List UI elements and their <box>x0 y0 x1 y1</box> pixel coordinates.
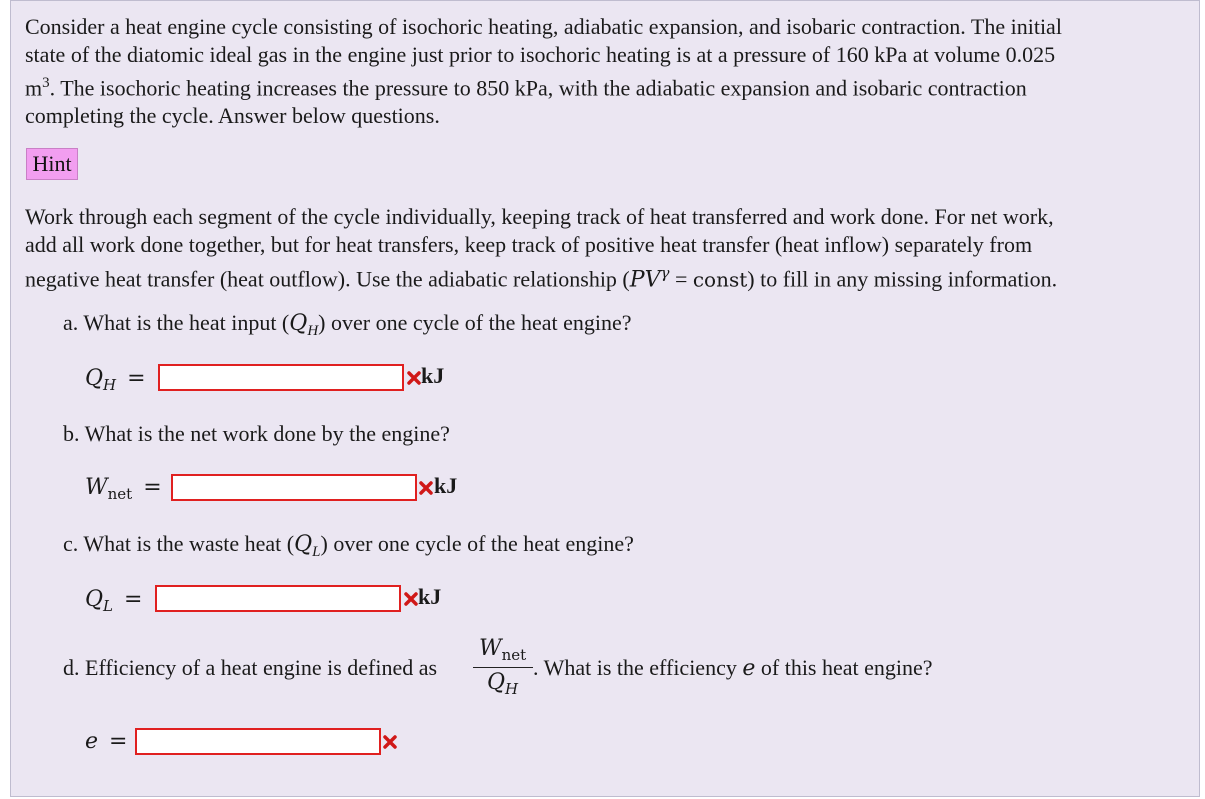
question-a-pre: a. What is the heat input ( <box>63 310 290 335</box>
hint-math-eq: = <box>669 266 693 292</box>
problem-line-4: completing the cycle. Answer below questions. <box>25 103 440 129</box>
x-mark-icon <box>419 481 433 495</box>
question-a-post: ) over one cycle of the heat engine? <box>318 310 632 335</box>
question-c-symbol: Q <box>294 532 313 557</box>
answer-d-label <box>85 728 127 756</box>
question-d-post-end: of this heat engine? <box>755 655 933 680</box>
problem-line-3 <box>25 69 1185 102</box>
x-mark-icon <box>383 735 397 749</box>
answer-a-subscript: H <box>103 376 117 394</box>
question-b-text: b. What is the net work done by the engine? <box>63 421 450 446</box>
answer-a-symbol: Q <box>85 366 104 391</box>
question-d-post-pre: . What is the efficiency <box>533 655 743 680</box>
answer-a-equals: = <box>127 366 146 391</box>
efficiency-fraction <box>473 637 533 697</box>
question-c-post: ) over one cycle of the heat engine? <box>320 531 634 556</box>
answer-a-unit: kJ <box>421 363 445 388</box>
hint-button[interactable]: Hint <box>26 148 78 180</box>
answer-a-label <box>85 365 146 399</box>
answer-b-label <box>85 474 162 508</box>
answer-c-symbol: Q <box>85 587 104 612</box>
fraction-denominator <box>487 669 518 703</box>
fraction-num-subscript: net <box>501 646 527 664</box>
hint-math-const: const <box>692 267 748 292</box>
problem-statement <box>25 13 1185 130</box>
question-c-text <box>63 530 634 566</box>
question-a-subscript: H <box>307 323 319 339</box>
problem-line-2: state of the diatomic ideal gas in the engine just prior to isochoric heating is at a pressure of 160 kPa at volume 0.025 <box>25 42 1056 67</box>
hint-line-1: Work through each segment of the cycle individually, keeping track of heat transferred and work done. For net work, <box>25 204 1054 229</box>
hint-line-3-pre: negative heat transfer (heat outflow). Use the adiabatic relationship ( <box>25 266 630 292</box>
fraction-den-symbol: Q <box>487 670 506 695</box>
fraction-num-symbol: W <box>479 636 502 661</box>
answer-a-input[interactable] <box>158 364 404 391</box>
answer-c-subscript: L <box>103 597 114 615</box>
fraction-numerator <box>479 635 526 669</box>
question-a-symbol: Q <box>289 311 308 336</box>
question-c-subscript: L <box>312 544 321 560</box>
hint-line-3 <box>25 259 1195 294</box>
answer-d-equals: = <box>109 729 128 754</box>
answer-c-input[interactable] <box>155 585 401 612</box>
question-a-text <box>63 309 632 345</box>
answer-d-input[interactable] <box>135 728 381 755</box>
volume-unit-exponent: 3 <box>42 75 50 91</box>
fraction-den-subscript: H <box>505 680 519 698</box>
question-d-symbol: e <box>742 656 756 681</box>
hint-math-pv: PV <box>629 267 661 293</box>
answer-c-equals: = <box>124 587 143 612</box>
answer-c-label <box>85 586 142 620</box>
hint-text <box>25 203 1195 294</box>
fraction-bar <box>473 667 533 668</box>
answer-b-equals: = <box>143 475 162 500</box>
hint-math-gamma: γ <box>660 264 670 282</box>
x-mark-icon <box>407 371 421 385</box>
hint-line-2: add all work done together, but for heat transfers, keep track of positive heat transfer (heat inflow) separately from <box>25 232 1033 257</box>
problem-line-3-rest: . The isochoric heating increases the pressure to 850 kPa, with the adiabatic expansion and isobaric contraction <box>49 75 1027 101</box>
answer-d-symbol: e <box>85 729 99 754</box>
answer-b-symbol: W <box>85 475 108 500</box>
question-panel <box>10 0 1200 797</box>
answer-b-input[interactable] <box>171 474 417 501</box>
answer-b-subscript: net <box>107 485 133 503</box>
answer-b-unit: kJ <box>434 473 458 498</box>
hint-line-3-post: ) to fill in any missing information. <box>747 266 1058 292</box>
question-c-pre: c. What is the waste heat ( <box>63 531 295 556</box>
question-d-text-pre: d. Efficiency of a heat engine is defined as <box>63 655 438 680</box>
x-mark-icon <box>404 592 418 606</box>
answer-c-unit: kJ <box>418 584 442 609</box>
problem-line-1: Consider a heat engine cycle consisting of isochoric heating, adiabatic expansion, and isobaric contraction. The initial <box>25 14 1062 39</box>
question-d-text-post <box>533 654 933 683</box>
volume-unit: m <box>25 75 43 101</box>
